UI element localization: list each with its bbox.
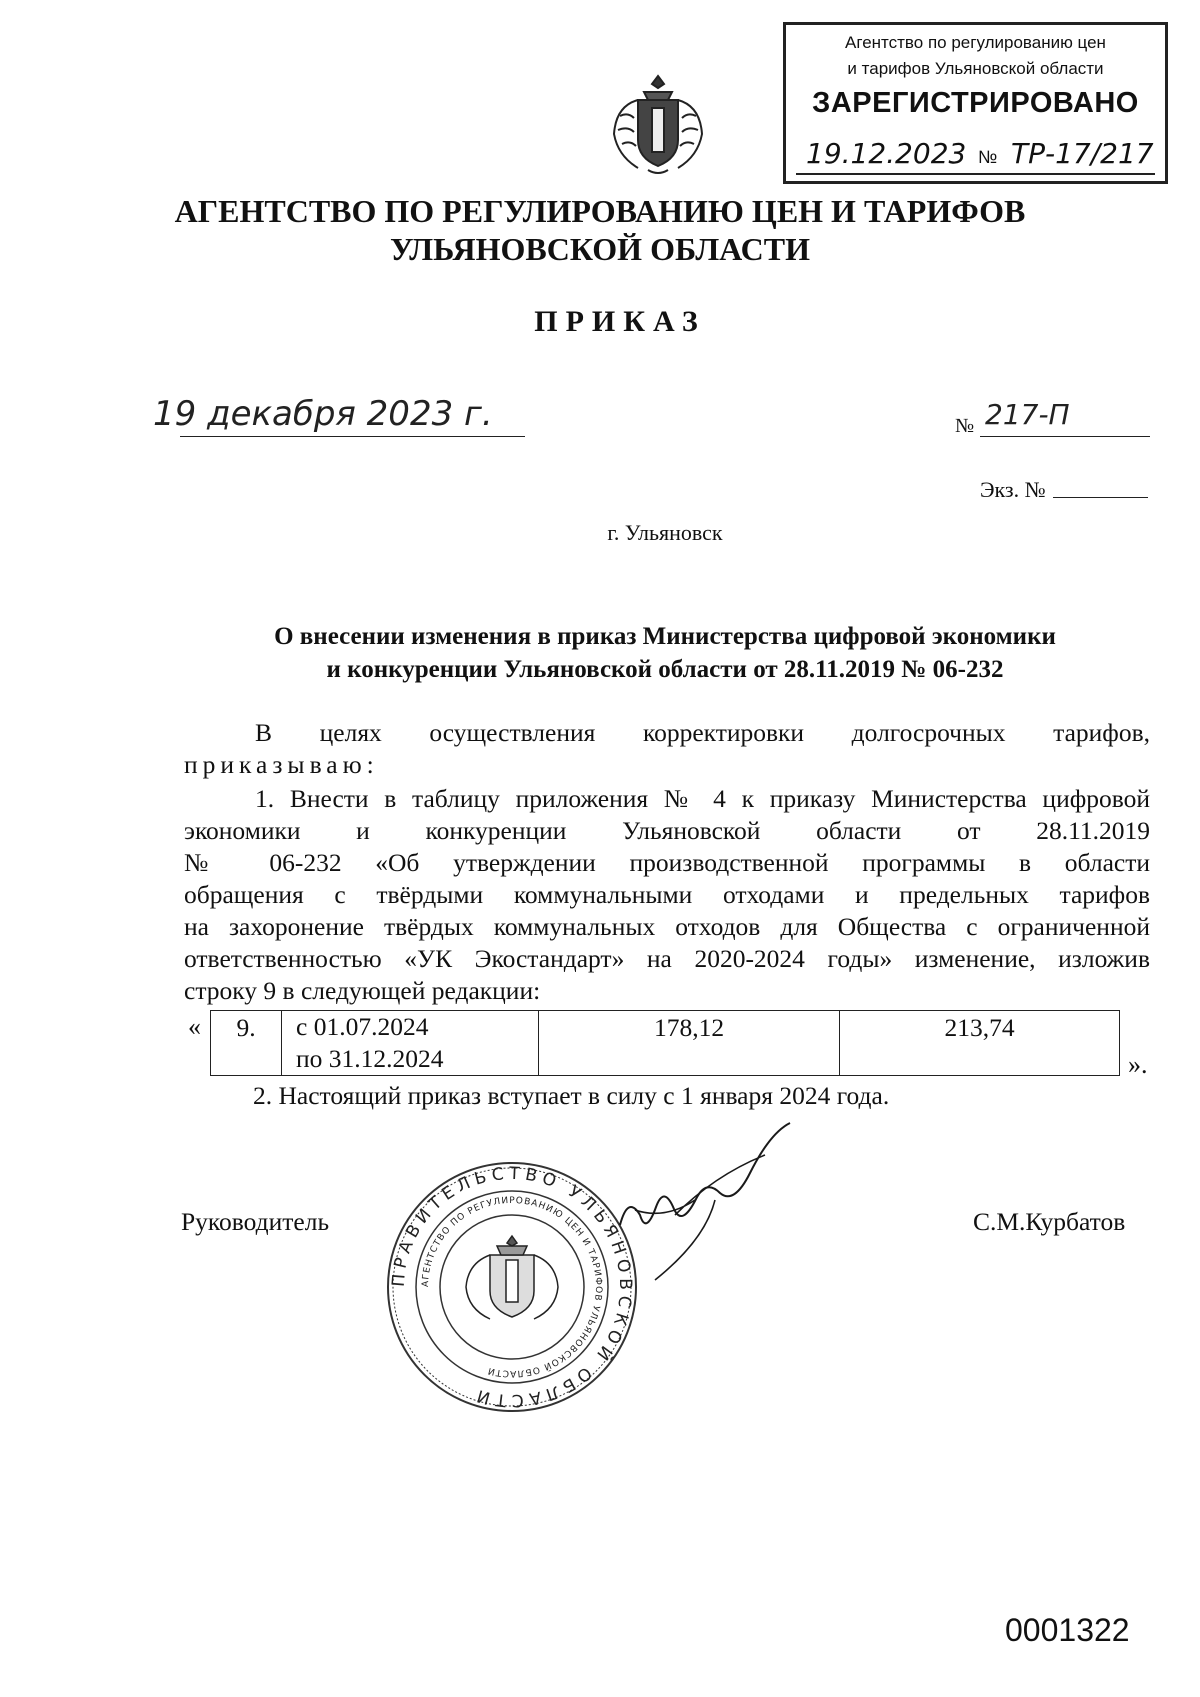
signature-icon <box>615 1115 855 1285</box>
registration-stamp-entry <box>796 137 1155 175</box>
item1-line: на захоронение твёрдых коммунальных отходов для Общества с ограниченной <box>184 912 1150 941</box>
order-date-underline <box>180 436 525 437</box>
order-number-underline <box>980 436 1150 437</box>
period-from: с 01.07.2024 <box>296 1012 429 1041</box>
registration-stamp-agency-line2: и тарифов Ульяновской области <box>847 59 1104 78</box>
registration-number-label: № <box>978 147 998 167</box>
seal-inner-text: АГЕНТСТВО ПО РЕГУЛИРОВАНИЮ ЦЕН И ТАРИФОВ УЛЬЯНОВСКОЙ ОБЛАСТИ <box>420 1195 604 1379</box>
registration-stamp-status: ЗАРЕГИСТРИРОВАНО <box>812 87 1139 119</box>
table-cell-value1: 178,12 <box>539 1011 840 1076</box>
registration-number: ТР-17/217 <box>1011 137 1154 170</box>
item1-line: № 06-232 «Об утверждении производственной программы в области <box>184 848 1150 877</box>
agency-title-line1: АГЕНТСТВО ПО РЕГУЛИРОВАНИЮ ЦЕН И ТАРИФОВ <box>174 193 1026 229</box>
amendment-table <box>210 1010 1120 1076</box>
registration-date: 19.12.2023 <box>806 137 967 170</box>
table-cell-index: 9. <box>211 1011 282 1076</box>
amendment-table-block <box>184 1010 1184 1080</box>
order-number-label: № <box>955 415 975 437</box>
official-seal-icon <box>385 1160 639 1414</box>
document-type-title: ПРИКАЗ <box>534 305 706 338</box>
order-subject-line1: О внесении изменения в приказ Министерства цифровой экономики <box>274 623 1056 650</box>
order-date-handwritten: 19 декабря 2023 г. <box>153 394 493 434</box>
order-subject-line2: и конкуренции Ульяновской области от 28.11.2019 № 06-232 <box>326 656 1004 683</box>
item1-line: экономики и конкуренции Ульяновской области от 28.11.2019 <box>184 816 1150 845</box>
item1-line: строку 9 в следующей редакции: <box>184 976 541 1005</box>
period-to: по 31.12.2024 <box>296 1044 444 1073</box>
table-cell-period <box>282 1011 539 1076</box>
issue-city: г. Ульяновск <box>607 520 723 545</box>
item1-line: ответственностью «УК Экостандарт» на 2020-2024 годы» изменение, изложив <box>184 944 1150 973</box>
table-quote-open: « <box>188 1012 201 1041</box>
intro-paragraph-line1: В целях осуществления корректировки долгосрочных тарифов, <box>255 718 1150 747</box>
copy-number-underline <box>1053 497 1148 498</box>
table-cell-value2: 213,74 <box>840 1011 1120 1076</box>
agency-title-line2: УЛЬЯНОВСКОЙ ОБЛАСТИ <box>389 231 811 267</box>
signatory-name: С.М.Курбатов <box>973 1207 1126 1236</box>
serial-number: 0001322 <box>1005 1612 1130 1648</box>
item1-line: обращения с твёрдыми коммунальными отходами и предельных тарифов <box>184 880 1150 909</box>
order-number-handwritten: 217-П <box>985 398 1070 431</box>
item2-paragraph: 2. Настоящий приказ вступает в силу с 1 января 2024 года. <box>253 1081 890 1110</box>
table-quote-close: ». <box>1128 1050 1148 1079</box>
item1-line: 1. Внести в таблицу приложения № 4 к приказу Министерства цифровой <box>255 784 1150 813</box>
copy-number-label: Экз. № <box>980 477 1046 502</box>
registration-stamp-agency-line1: Агентство по регулированию цен <box>845 33 1106 52</box>
seal-outer-text: ПРАВИТЕЛЬСТВО УЛЬЯНОВСКОЙ ОБЛАСТИ <box>388 1163 636 1411</box>
registration-stamp <box>783 22 1168 184</box>
coat-of-arms-emblem-icon <box>608 72 708 178</box>
intro-paragraph-line2: приказываю: <box>184 750 379 779</box>
signatory-role: Руководитель <box>181 1207 330 1236</box>
table-row <box>211 1011 1120 1076</box>
